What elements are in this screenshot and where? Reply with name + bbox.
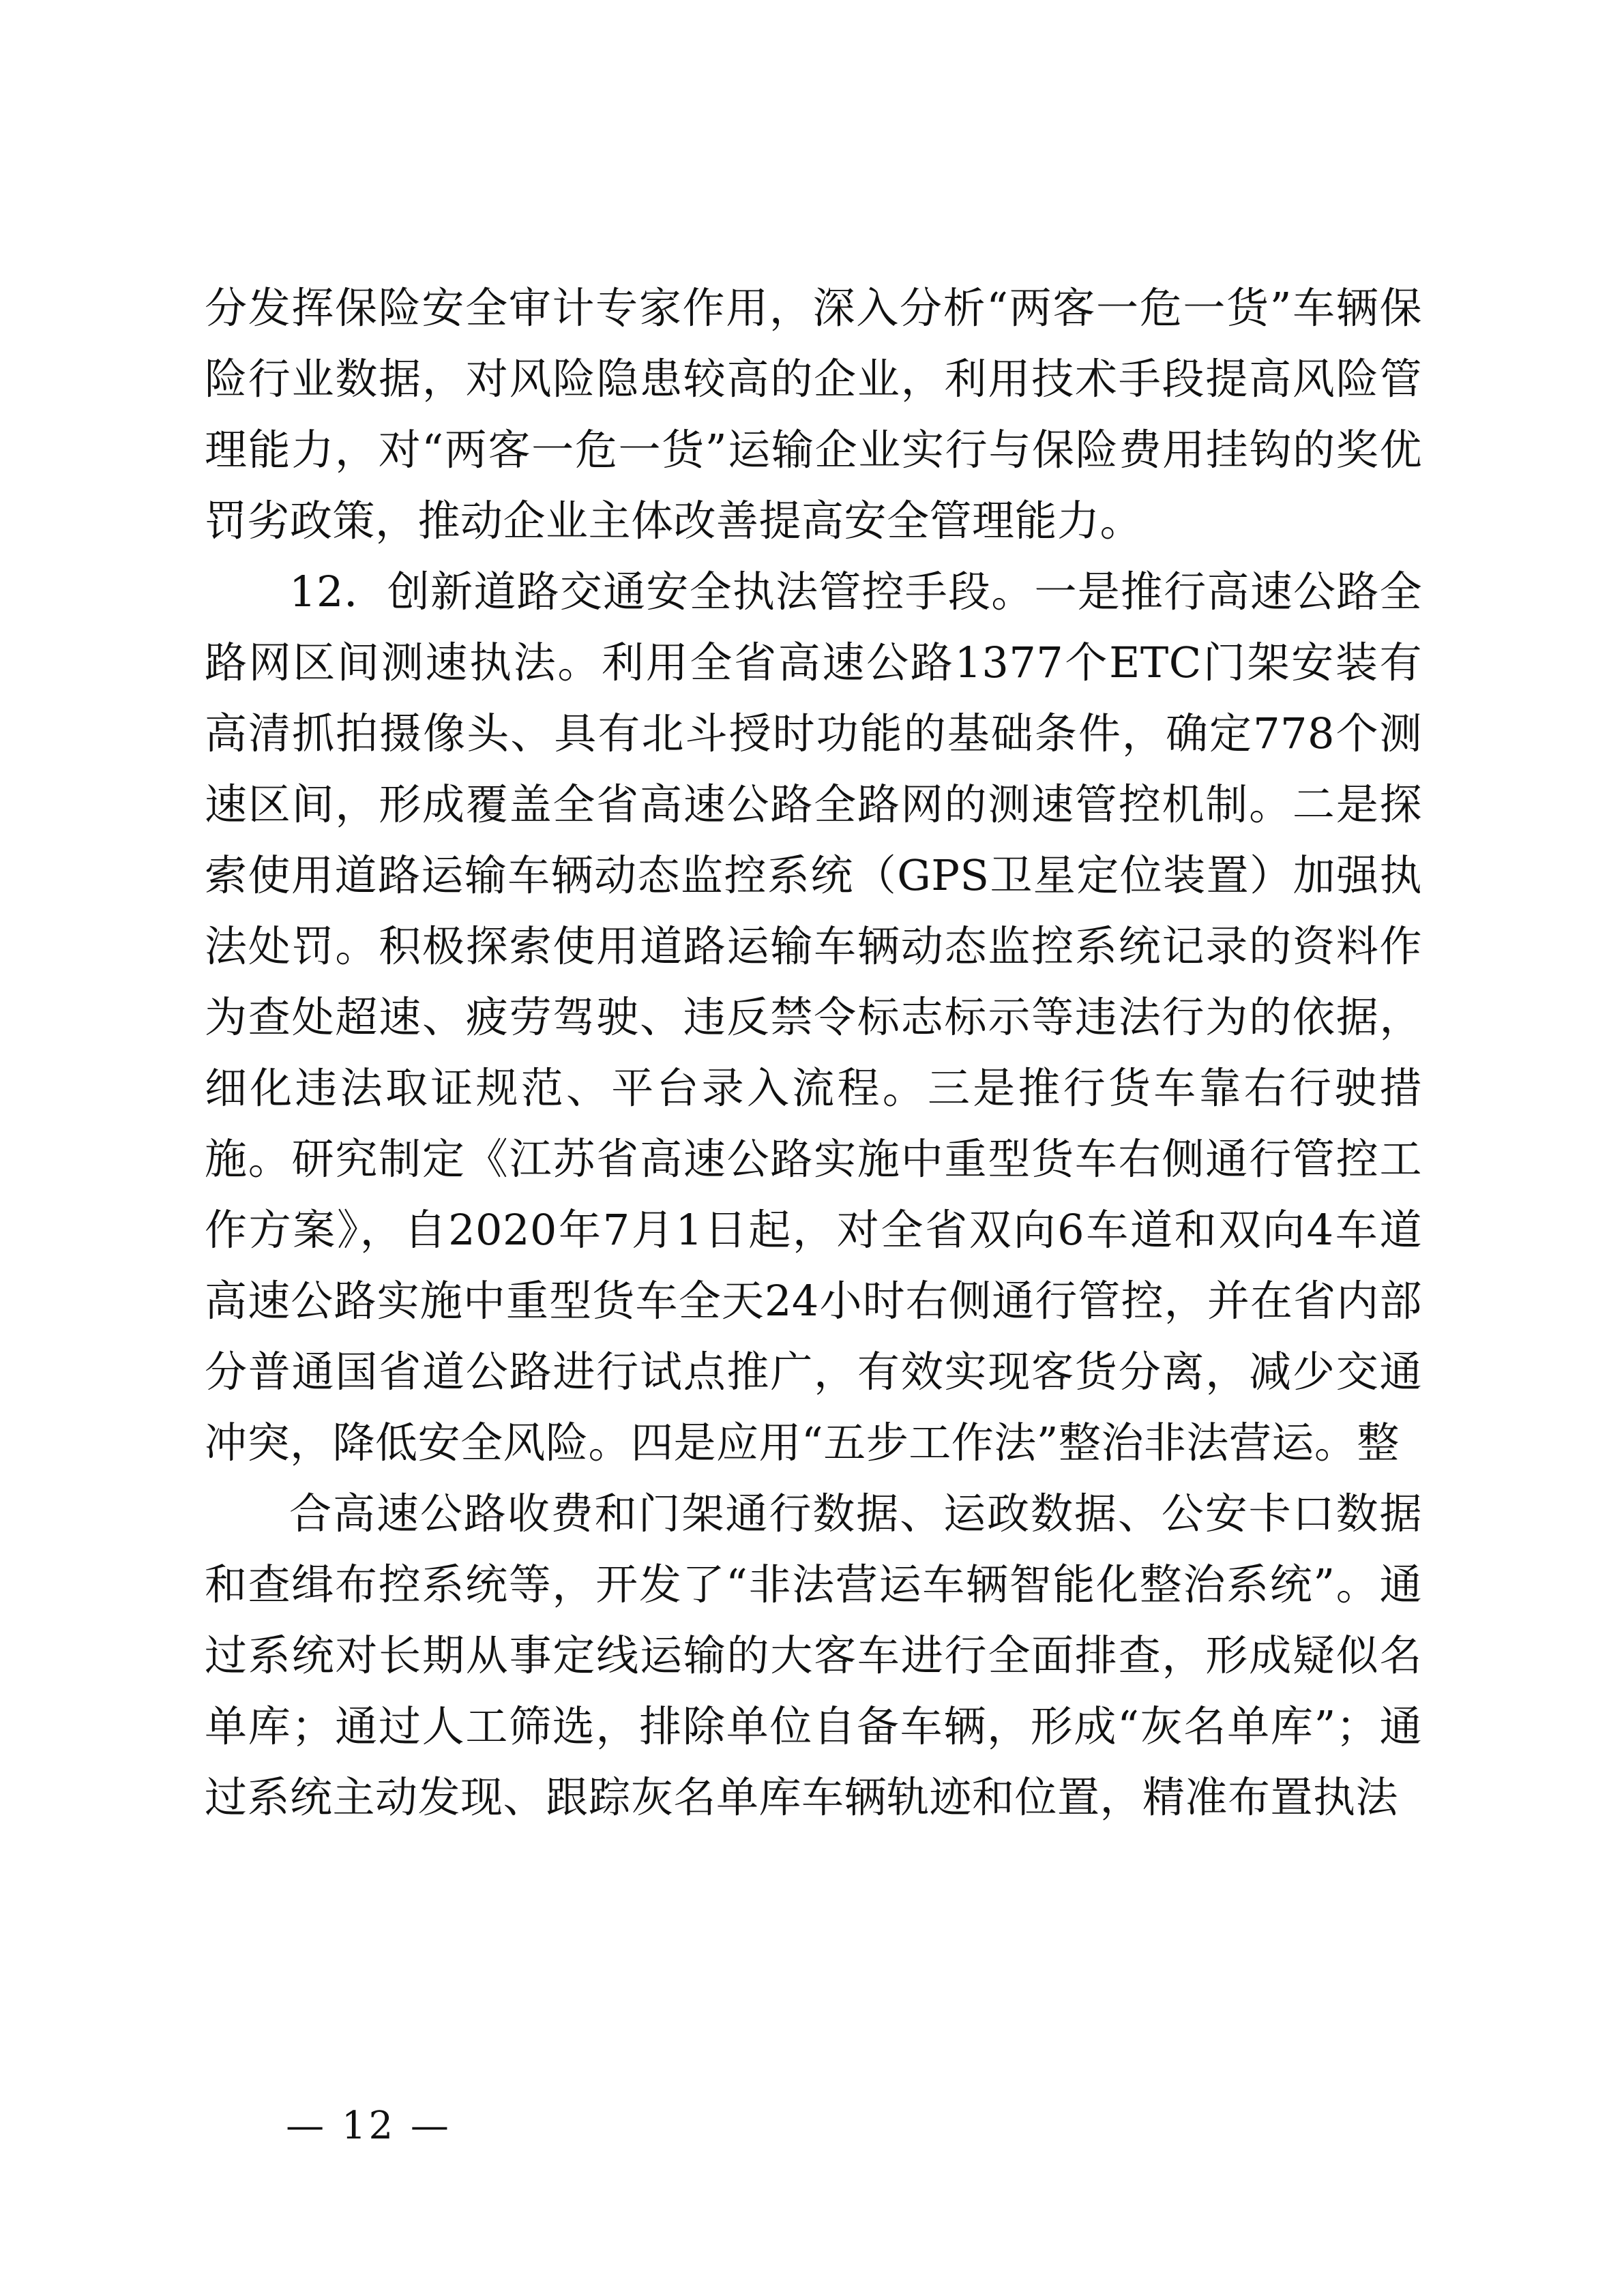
page-number: — 12 —: [286, 2104, 452, 2148]
page-footer: [0, 2104, 1624, 2148]
page-body: [205, 273, 1422, 1833]
paragraph-1: 分发挥保险安全审计专家作用，深入分析“两客一危一货”车辆保险行业数据，对风险隐患较高的企业，利用技术手段提高风险管理能力，对“两客一危一货”运输企业实行与保险费用挂钩的奖优罚劣政策，推动企业主体改善提高安全管理能力。: [205, 283, 1422, 546]
paragraph-3: 合高速公路收费和门架通行数据、运政数据、公安卡口数据和查缉布控系统等，开发了“非法营运车辆智能化整治系统”。通过系统对长期从事定线运输的大客车进行全面排查，形成疑似名单库；通过人工筛选，排除单位自备车辆，形成“灰名单库”；通过系统主动发现、跟踪灰名单库车辆轨迹和位置，精准布置执法: [205, 1489, 1422, 1822]
paragraph-2: 12．创新道路交通安全执法管控手段。一是推行高速公路全路网区间测速执法。利用全省高速公路1377个ETC门架安装有高清抓拍摄像头、具有北斗授时功能的基础条件，确定778个测速区间，形成覆盖全省高速公路全路网的测速管控机制。二是探索使用道路运输车辆动态监控系统（GPS卫星定位装置）加强执法处罚。积极探索使用道路运输车辆动态监控系统记录的资料作为查处超速、疲劳驾驶、违反禁令标志标示等违法行为的依据，细化违法取证规范、平台录入流程。三是推行货车靠右行驶措施。研究制定《江苏省高速公路实施中重型货车右侧通行管控工作方案》，自2020年7月1日起，对全省双向6车道和双向4车道高速公路实施中重型货车全天24小时右侧通行管控，并在省内部分普通国省道公路进行试点推广，有效实现客货分离，减少交通冲突，降低安全风险。四是应用“五步工作法”整治非法营运。整: [205, 567, 1422, 1467]
